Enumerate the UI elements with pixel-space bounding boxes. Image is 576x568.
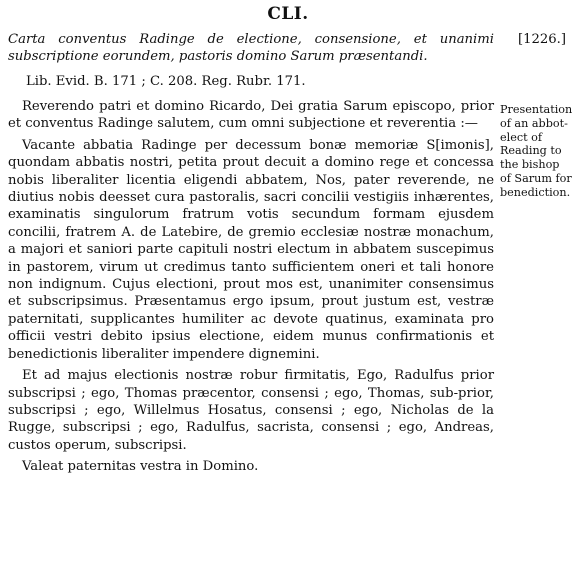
salutation-paragraph: Reverendo patri et domino Ricardo, Dei gratia Sarum episcopo, prior et conventus Radinge salutem, cum omni subjectione et reverentia :— bbox=[8, 99, 494, 132]
charter-title: Carta conventus Radinge de electione, consensione, et unanimi subscriptione eorundem, pastoris domino Sarum præsentandi. bbox=[8, 32, 494, 64]
charter-number-heading: CLI. bbox=[267, 4, 309, 24]
charter-body bbox=[8, 98, 494, 480]
closing-paragraph: Valeat paternitas vestra in Domino. bbox=[22, 459, 259, 475]
source-reference: Lib. Evid. B. 171 ; C. 208. Reg. Rubr. 171. bbox=[26, 74, 306, 89]
subscriptions-paragraph: Et ad majus electionis nostræ robur firmitatis, Ego, Radulfus prior subscripsi ; ego, Thomas præcentor, consensi ; ego, Thomas, sub-prior, subscripsi ; ego, Willelmus Hosatus, consensi ; ego, Nicholas de la Rugge, subscripsi ; ego, Radulfus, sacrista, consensi ; ego, Andreas, custos operum, subscripsi. bbox=[8, 368, 494, 453]
election-paragraph: Vacante abbatia Radinge per decessum bonæ memoriæ S[imonis], quondam abbatis nostri, petita prout decuit a domino rege et concessa nobis liberaliter licentia eligendi abbatem, Nos, pater reverende, ne diutius nobis deesset cura pastoralis, sacri concilii vestigiis inhærentes, examinatis singulorum fratrum votis secundum formam ejusdem concilii, fratrem A. de Latebire, de gremio ecclesiæ nostræ monachum, a majori et saniori parte capituli nostri electum in abbatem suscepimus in pastorem, virum ut credimus tanto sufficientem oneri et tali honore non indignum. Cujus electioni, prout mos est, unanimiter consensimus et subscripsimus. Præsentamus ergo ipsum, prout justum est, vestræ paternitati, supplicantes humiliter ac devote quatinus, examinata pro officii vestri debito ipsius electione, eidem munus confirmationis et benedictionis liberaliter impendere dignemini. bbox=[8, 137, 494, 362]
charter-date: [1226.] bbox=[517, 32, 566, 47]
marginal-note: Presentation of an abbot-elect of Reading to the bishop of Sarum for benediction. bbox=[500, 103, 573, 199]
